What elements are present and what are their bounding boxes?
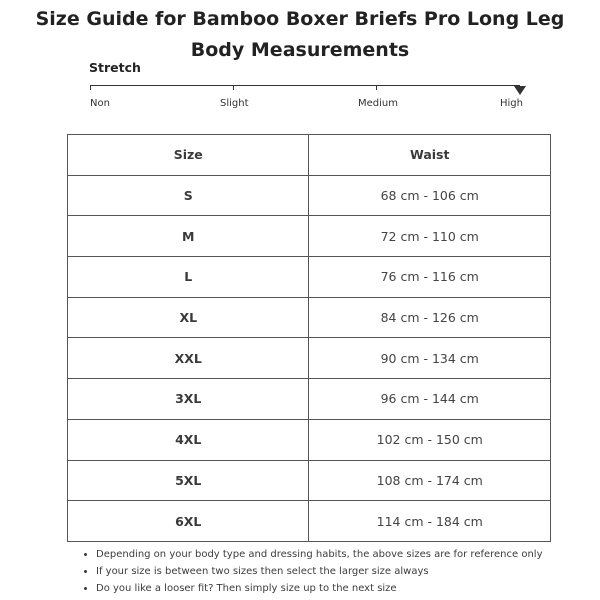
column-header-waist: Waist <box>309 135 551 176</box>
size-cell: 4XL <box>68 419 309 460</box>
table-row <box>68 379 551 420</box>
size-cell: 5XL <box>68 460 309 501</box>
table-row <box>68 419 551 460</box>
table-row <box>68 338 551 379</box>
waist-cell: 68 cm - 106 cm <box>309 175 551 216</box>
size-table <box>67 134 551 542</box>
table-row <box>68 175 551 216</box>
size-cell: XXL <box>68 338 309 379</box>
stretch-tick-medium <box>376 85 377 90</box>
stretch-label: Stretch <box>89 60 141 75</box>
size-cell: M <box>68 216 309 257</box>
size-cell: 3XL <box>68 379 309 420</box>
page-title <box>0 4 600 66</box>
stretch-level-slight: Slight <box>220 98 249 109</box>
stretch-indicator-triangle <box>514 86 526 95</box>
table-row <box>68 501 551 542</box>
size-cell: 6XL <box>68 501 309 542</box>
note-item: • Depending on your body type and dressing habits, the above sizes are for reference only <box>96 546 590 563</box>
stretch-level-medium: Medium <box>358 98 398 109</box>
note-item: • If your size is between two sizes then select the larger size always <box>96 563 590 580</box>
table-row <box>68 460 551 501</box>
stretch-level-high: High <box>500 98 523 109</box>
size-cell: L <box>68 257 309 298</box>
stretch-scale <box>90 85 523 115</box>
size-cell: XL <box>68 297 309 338</box>
waist-cell: 114 cm - 184 cm <box>309 501 551 542</box>
waist-cell: 96 cm - 144 cm <box>309 379 551 420</box>
table-header-row <box>68 135 551 176</box>
stretch-tick-slight <box>233 85 234 90</box>
stretch-level-non: Non <box>90 98 110 109</box>
waist-cell: 72 cm - 110 cm <box>309 216 551 257</box>
waist-cell: 84 cm - 126 cm <box>309 297 551 338</box>
title-line-2: Body Measurements <box>190 39 410 61</box>
stretch-tick-non <box>90 85 91 90</box>
column-header-size: Size <box>68 135 309 176</box>
waist-cell: 102 cm - 150 cm <box>309 419 551 460</box>
waist-cell: 90 cm - 134 cm <box>309 338 551 379</box>
note-item: • Do you like a looser fit? Then simply size up to the next size <box>96 580 590 597</box>
notes-list <box>70 546 590 597</box>
size-cell: S <box>68 175 309 216</box>
waist-cell: 76 cm - 116 cm <box>309 257 551 298</box>
title-line-1: Size Guide for Bamboo Boxer Briefs Pro Long Leg <box>35 8 565 30</box>
table-row <box>68 257 551 298</box>
stretch-scale-line <box>90 85 520 86</box>
table-row <box>68 216 551 257</box>
waist-cell: 108 cm - 174 cm <box>309 460 551 501</box>
table-row <box>68 297 551 338</box>
